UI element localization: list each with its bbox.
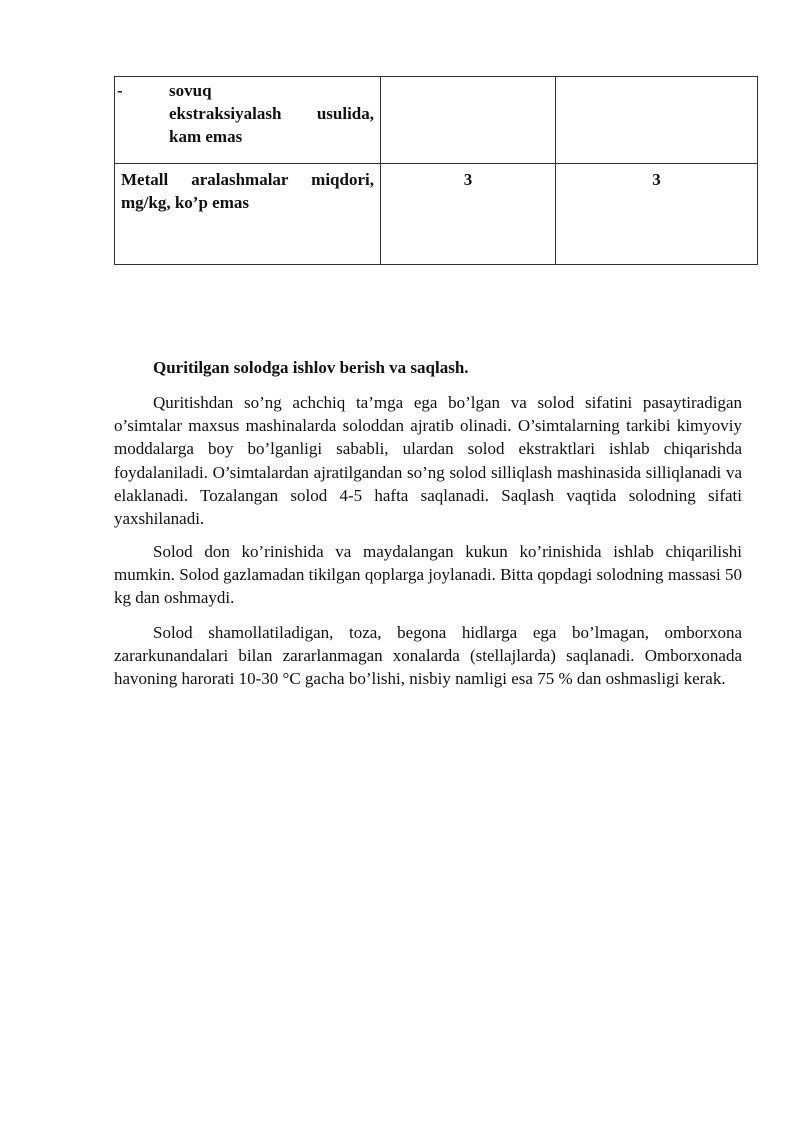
value-cell-2: 3 xyxy=(556,164,758,265)
table-row xyxy=(115,77,758,164)
table-row xyxy=(115,164,758,265)
value-cell-1 xyxy=(381,77,556,164)
section-heading: Quritilgan solodga ishlov berish va saqlash. xyxy=(153,358,469,377)
row-label-cell: Metall aralashmalar miqdori, mg/kg, ko’p emas xyxy=(115,164,381,265)
paragraph: Quritishdan so’ng achchiq ta’mga ega bo’lgan va solod sifatini pasaytiradigan o’simtalar maxsus mashinalarda soloddan ajratib olinadi. O’simtalarning tarkibi kimyoviy moddalarga boy bo’lganligi sababli, ulardan solod ekstraktlari ishlab chiqarishda foydalaniladi. O’simtalardan ajratilgandan so’ng solod silliqlash mashinasida silliqlanadi va elaklanadi. Tozalangan solod 4-5 hafta saqlanadi. Saqlash vaqtida solodning sifati yaxshilanadi. xyxy=(114,393,742,529)
row-label-first-line: sovuq xyxy=(169,81,212,100)
list-dash: - xyxy=(117,81,123,100)
value-cell-1: 3 xyxy=(381,164,556,265)
row-label-cell xyxy=(115,77,381,164)
paragraph: Solod don ko’rinishida va maydalangan kukun ko’rinishida ishlab chiqarilishi mumkin. Solod gazlamadan tikilgan qoplarga joylanadi. Bitta qopdagi solodning massasi 50 kg dan oshmaydi. xyxy=(114,542,742,608)
row-label-rest: ekstraksiyalash usulida, kam emas xyxy=(169,104,374,146)
value-cell-2 xyxy=(556,77,758,164)
specification-table xyxy=(114,76,758,265)
paragraph: Solod shamollatiladigan, toza, begona hidlarga ega bo’lmagan, omborxona zararkunandalari bilan zararlanmagan xonalarda (stellajlarda) saqlanadi. Omborxonada havoning harorati 10-30 °C gacha bo’lishi, nisbiy namligi esa 75 % dan oshmasligi kerak. xyxy=(114,623,742,689)
